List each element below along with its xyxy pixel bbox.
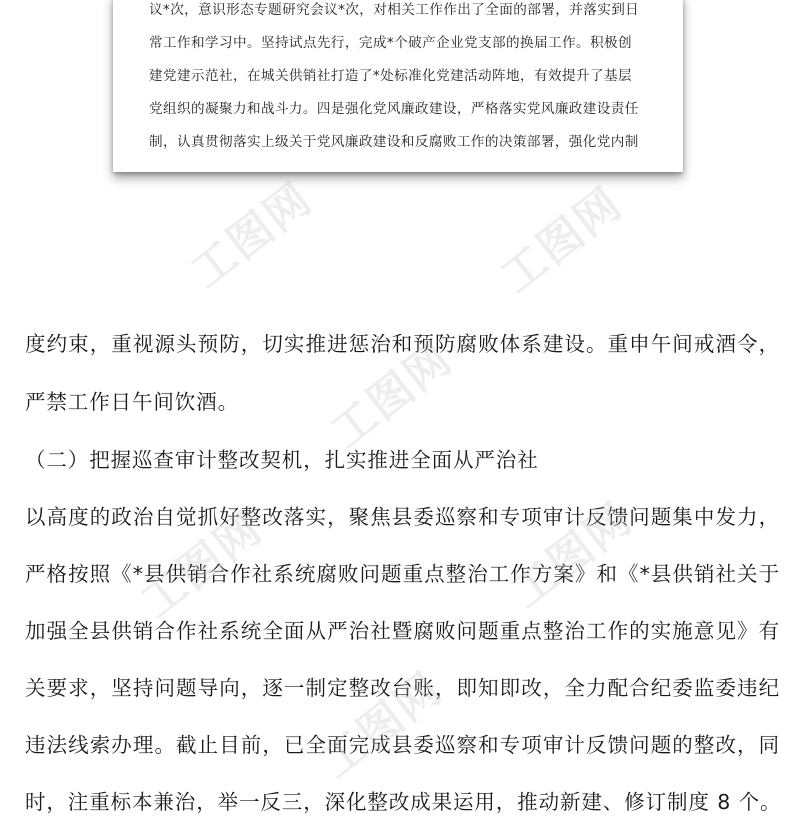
paragraph-line: 时，注重标本兼治，举一反三，深化整改成果运用，推动新建、修订制度 8 个。 <box>25 790 782 814</box>
paragraph-line: 以高度的政治自觉抓好整改落实，聚焦县委巡察和专项审计反馈问题集中发力， <box>25 505 780 529</box>
paragraph-line: 严格按照《*县供销合作社系统腐败问题重点整治工作方案》和《*县供销社关于 <box>25 562 780 586</box>
section-heading: （二）把握巡查审计整改契机，扎实推进全面从严治社 <box>25 448 539 472</box>
preview-line: 党组织的凝聚力和战斗力。四是强化党风廉政建设，严格落实党风廉政建设责任 <box>149 101 639 117</box>
preview-line: 常工作和学习中。坚持试点先行，完成*个破产企业党支部的换届工作。积极创 <box>149 35 632 51</box>
paragraph-line: 加强全县供销合作社系统全面从严治社暨腐败问题重点整治工作的实施意见》有 <box>25 619 780 643</box>
watermark-logo: 工图网 <box>501 492 642 619</box>
preview-line: 议*次，意识形态专题研究会议*次，对相关工作作出了全面的部署，并落实到日 <box>149 2 640 18</box>
watermark-logo: 工图网 <box>131 502 272 629</box>
watermark-logo: 工图网 <box>321 332 462 459</box>
watermark-logo: 工图网 <box>181 172 322 299</box>
paragraph-line: 度约束，重视源头预防，切实推进惩治和预防腐败体系建设。重申午间戒酒令， <box>25 332 780 356</box>
watermark-logo: 工图网 <box>311 662 452 789</box>
paragraph-line: 关要求，坚持问题导向，逐一制定整改台账，即知即改，全力配合纪委监委违纪 <box>25 676 780 700</box>
paragraph-line: 严禁工作日午间饮酒。 <box>25 390 239 414</box>
watermark-logo: 工图网 <box>491 177 632 304</box>
preview-line: 建党建示范社，在城关供销社打造了*处标准化党建活动阵地，有效提升了基层 <box>149 68 632 84</box>
paragraph-line: 违法线索办理。截止目前，已全面完成县委巡察和专项审计反馈问题的整改，同 <box>25 733 780 757</box>
preview-line: 制，认真贯彻落实上级关于党风廉政建设和反腐败工作的决策部署，强化党内制 <box>149 134 639 150</box>
